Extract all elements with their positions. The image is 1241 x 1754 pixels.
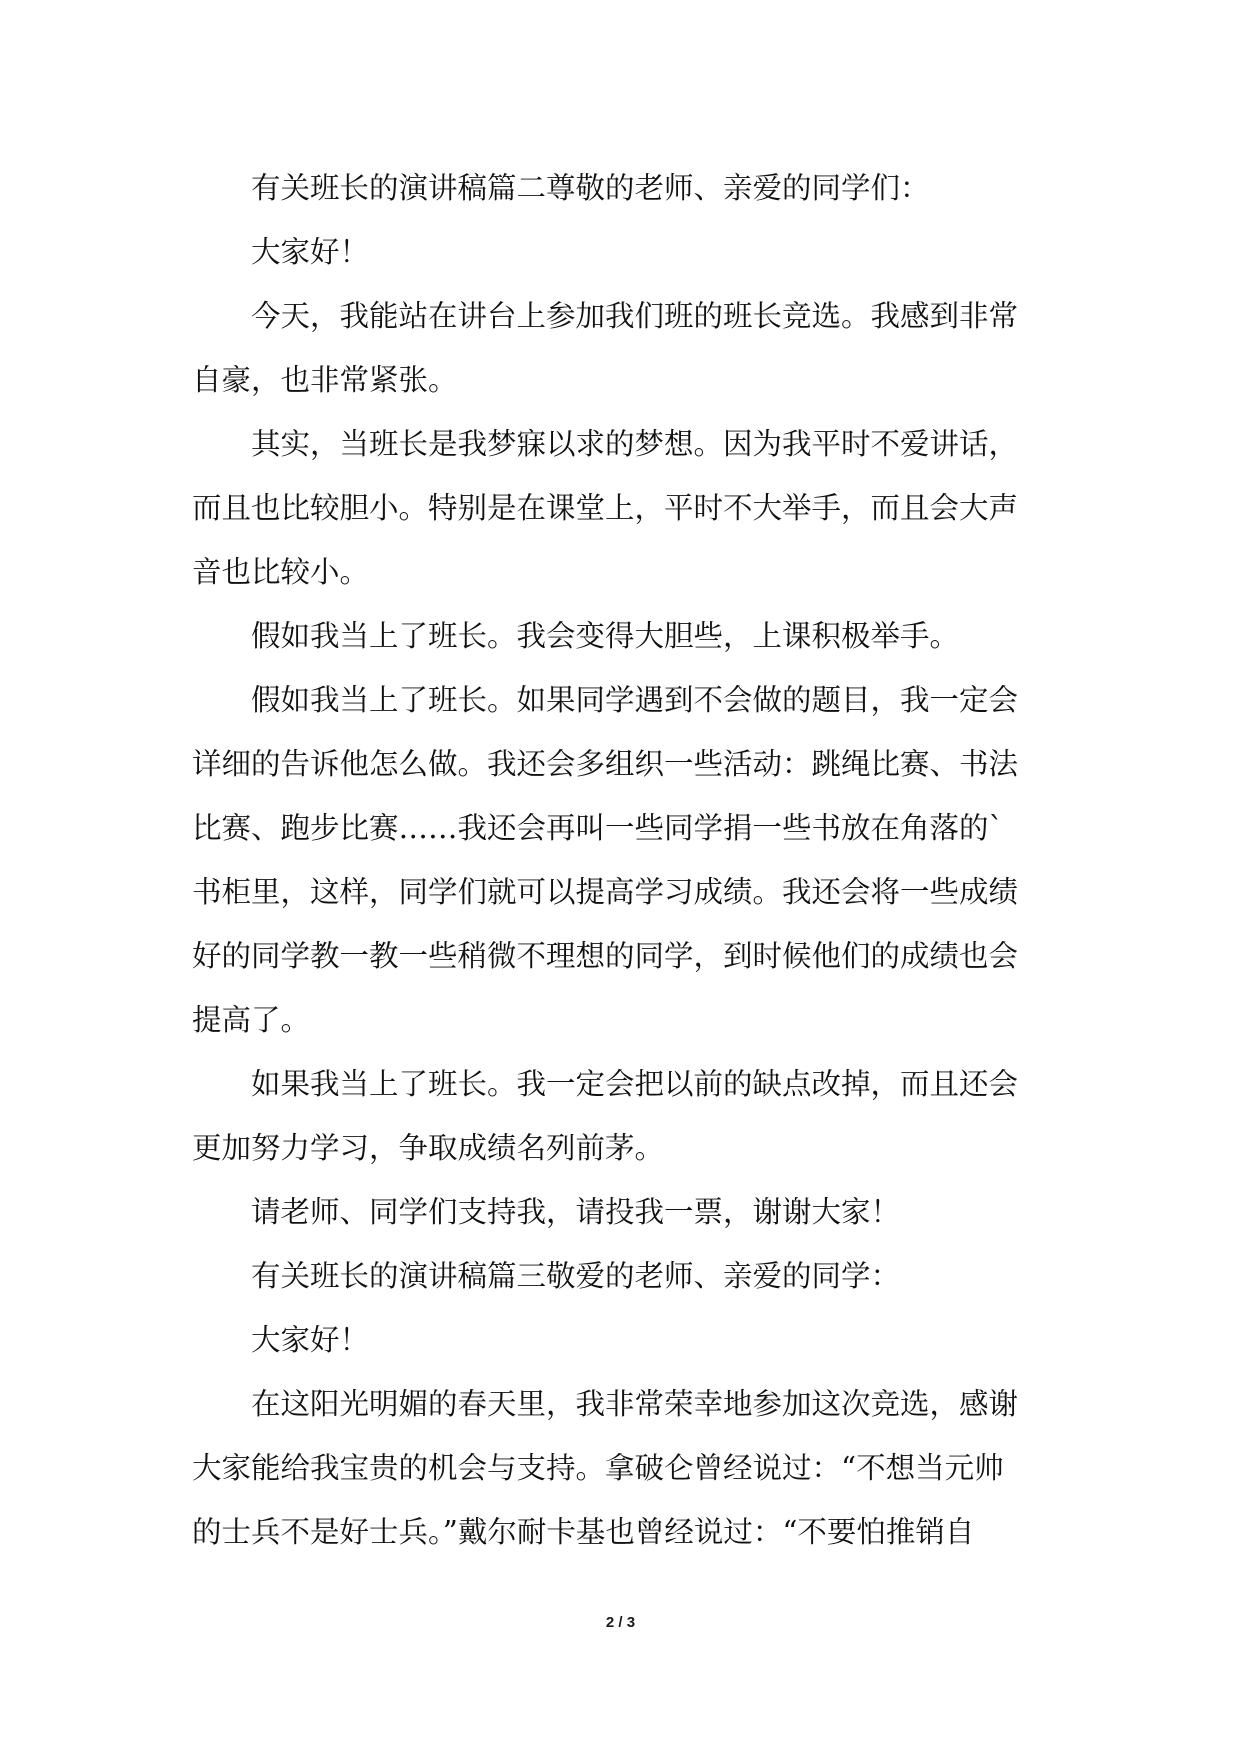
text-line: 好的同学教一教一些稍微不理想的同学，到时候他们的成绩也会	[192, 939, 1019, 973]
text-line: 比赛、跑步比赛……我还会再叫一些同学捐一些书放在角落的`	[192, 811, 1004, 845]
page-number: 2 / 3	[605, 1614, 636, 1631]
text-line: 有关班长的演讲稿篇二尊敬的老师、亲爱的同学们：	[251, 171, 930, 205]
text-line: 今天，我能站在讲台上参加我们班的班长竞选。我感到非常	[251, 299, 1019, 333]
document-body	[192, 156, 1062, 1564]
text-line: 在这阳光明媚的春天里，我非常荣幸地参加这次竞选，感谢	[251, 1387, 1019, 1421]
text-line: 的士兵不是好士兵。”戴尔耐卡基也曾经说过：“不要怕推销自	[192, 1515, 975, 1549]
text-line: 自豪，也非常紧张。	[192, 363, 458, 397]
text-line: 详细的告诉他怎么做。我还会多组织一些活动：跳绳比赛、书法	[192, 747, 1019, 781]
text-line: 音也比较小。	[192, 555, 370, 589]
text-line: 大家好！	[251, 235, 370, 269]
text-line: 请老师、同学们支持我，请投我一票，谢谢大家！	[251, 1195, 901, 1229]
text-line: 假如我当上了班长。如果同学遇到不会做的题目，我一定会	[251, 683, 1019, 717]
text-line: 大家能给我宝贵的机会与支持。拿破仑曾经说过：“不想当元帅	[192, 1451, 1004, 1485]
text-line: 如果我当上了班长。我一定会把以前的缺点改掉，而且还会	[251, 1067, 1019, 1101]
text-line: 有关班长的演讲稿篇三敬爱的老师、亲爱的同学：	[251, 1259, 901, 1293]
text-line: 大家好！	[251, 1323, 370, 1357]
text-line: 书柜里，这样，同学们就可以提高学习成绩。我还会将一些成绩	[192, 875, 1019, 909]
text-line: 而且也比较胆小。特别是在课堂上，平时不大举手，而且会大声	[192, 491, 1019, 525]
text-line: 其实，当班长是我梦寐以求的梦想。因为我平时不爱讲话，	[251, 427, 1019, 461]
text-line: 提高了。	[192, 1003, 311, 1037]
text-line: 更加努力学习，争取成绩名列前茅。	[192, 1131, 665, 1165]
text-line: 假如我当上了班长。我会变得大胆些，上课积极举手。	[251, 619, 960, 653]
